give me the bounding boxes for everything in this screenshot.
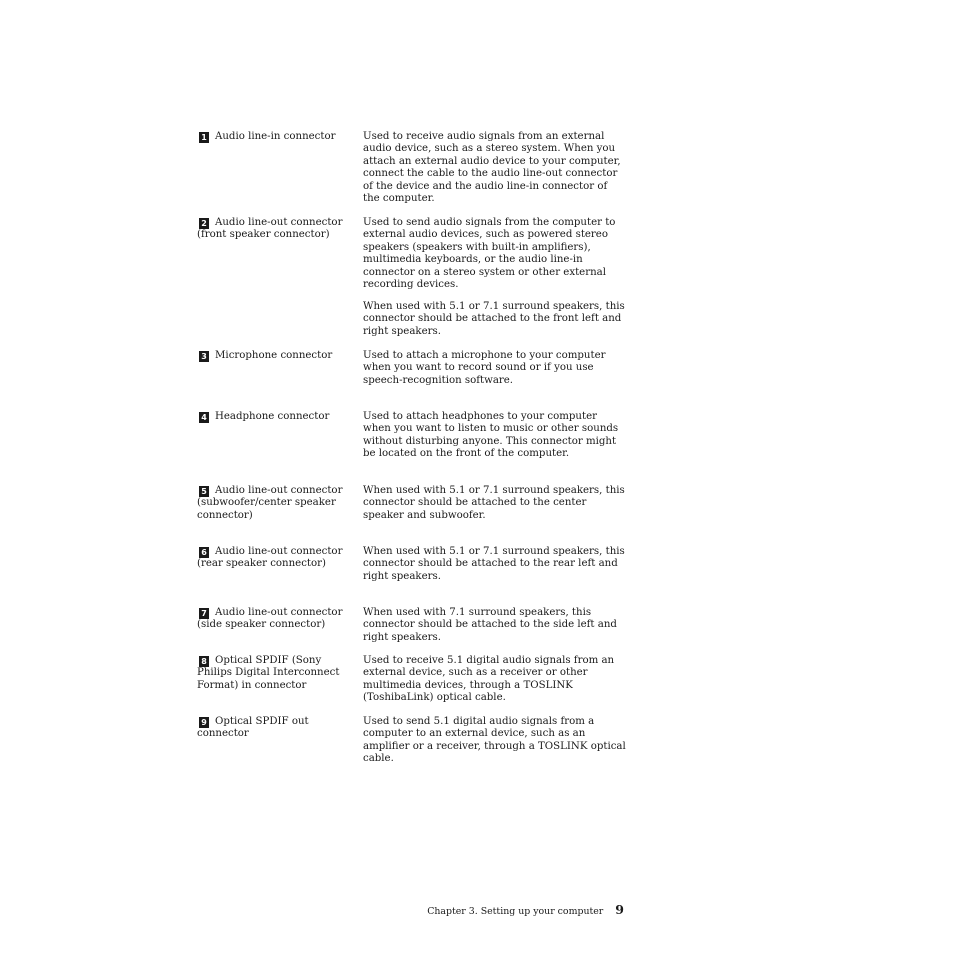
connector-description	[363, 546, 627, 583]
callout-number-badge: 9	[199, 717, 209, 728]
connector-description	[363, 411, 627, 461]
connector-description	[363, 485, 627, 522]
description-paragraph: Used to receive audio signals from an external audio device, such as a stereo system. When you attach an external audio device to your computer, connect the cable to the audio line-out connector of the device and the audio line-in connector of the computer.	[363, 131, 621, 205]
callout-number-badge: 7	[199, 608, 209, 619]
callout-number-badge: 5	[199, 486, 209, 497]
connector-name: Optical SPDIF out connector	[197, 716, 309, 740]
description-paragraph: Used to attach a microphone to your computer when you want to record sound or if you use speech-recognition software.	[363, 350, 606, 386]
connector-label	[197, 716, 363, 741]
connector-description	[363, 217, 627, 338]
description-paragraph: Used to send 5.1 digital audio signals from a computer to an external device, such as an amplifier or a receiver, through a TOSLINK optical cable.	[363, 716, 626, 765]
connector-description	[363, 131, 627, 205]
connector-label	[197, 655, 363, 692]
connector-row-2	[197, 217, 627, 350]
connector-row-1	[197, 131, 627, 217]
description-paragraph: When used with 7.1 surround speakers, this connector should be attached to the side left and right speakers.	[363, 607, 617, 643]
description-paragraph: When used with 5.1 or 7.1 surround speakers, this connector should be attached to the center speaker and subwoofer.	[363, 485, 625, 521]
description-paragraph: Used to attach headphones to your computer when you want to listen to music or other sounds without disturbing anyone. This connector might be located on the front of the computer.	[363, 411, 619, 460]
connector-name: Audio line-out connector (side speaker connector)	[197, 607, 343, 631]
chapter-title: Chapter 3. Setting up your computer	[427, 906, 604, 917]
connector-description	[363, 607, 627, 644]
description-paragraph: Used to send audio signals from the computer to external audio devices, such as powered stereo speakers (speakers with built-in amplifiers), multimedia keyboards, or the audio line-in connector on a stereo system or other external recording devices.	[363, 217, 616, 291]
page-footer	[427, 902, 624, 917]
connector-description	[363, 716, 627, 766]
connector-name: Audio line-out connector (rear speaker connector)	[197, 546, 343, 570]
connector-name: Microphone connector	[215, 350, 333, 361]
callout-number-badge: 6	[199, 547, 209, 558]
connector-label	[197, 485, 363, 522]
callout-number-badge: 8	[199, 656, 209, 667]
connector-name: Audio line-in connector	[215, 131, 336, 142]
connector-label	[197, 607, 363, 632]
connector-label	[197, 131, 363, 143]
callout-number-badge: 1	[199, 132, 209, 143]
connector-row-7	[197, 607, 627, 655]
page-number: 9	[615, 902, 624, 917]
connector-label	[197, 350, 363, 362]
description-paragraph: When used with 5.1 or 7.1 surround speakers, this connector should be attached to the front left and right speakers.	[363, 300, 625, 337]
connector-row-6	[197, 546, 627, 607]
callout-number-badge: 2	[199, 218, 209, 229]
callout-number-badge: 4	[199, 412, 209, 423]
connector-name: Headphone connector	[215, 411, 330, 422]
connector-row-5	[197, 485, 627, 546]
connector-row-8	[197, 655, 627, 716]
connector-description	[363, 655, 627, 705]
connector-name: Optical SPDIF (Sony Philips Digital Interconnect Format) in connector	[197, 655, 340, 691]
connector-label	[197, 217, 363, 242]
connector-row-3	[197, 350, 627, 411]
connector-row-4	[197, 411, 627, 485]
connector-label	[197, 546, 363, 571]
connector-table	[197, 131, 627, 766]
connector-name: Audio line-out connector (front speaker connector)	[197, 217, 343, 241]
description-paragraph: When used with 5.1 or 7.1 surround speakers, this connector should be attached to the rear left and right speakers.	[363, 546, 625, 582]
callout-number-badge: 3	[199, 351, 209, 362]
description-paragraph: Used to receive 5.1 digital audio signals from an external device, such as a receiver or other multimedia devices, through a TOSLINK (ToshibaLink) optical cable.	[363, 655, 615, 704]
connector-row-9	[197, 716, 627, 766]
connector-name: Audio line-out connector (subwoofer/center speaker connector)	[197, 485, 343, 521]
connector-description	[363, 350, 627, 387]
connector-label	[197, 411, 363, 423]
